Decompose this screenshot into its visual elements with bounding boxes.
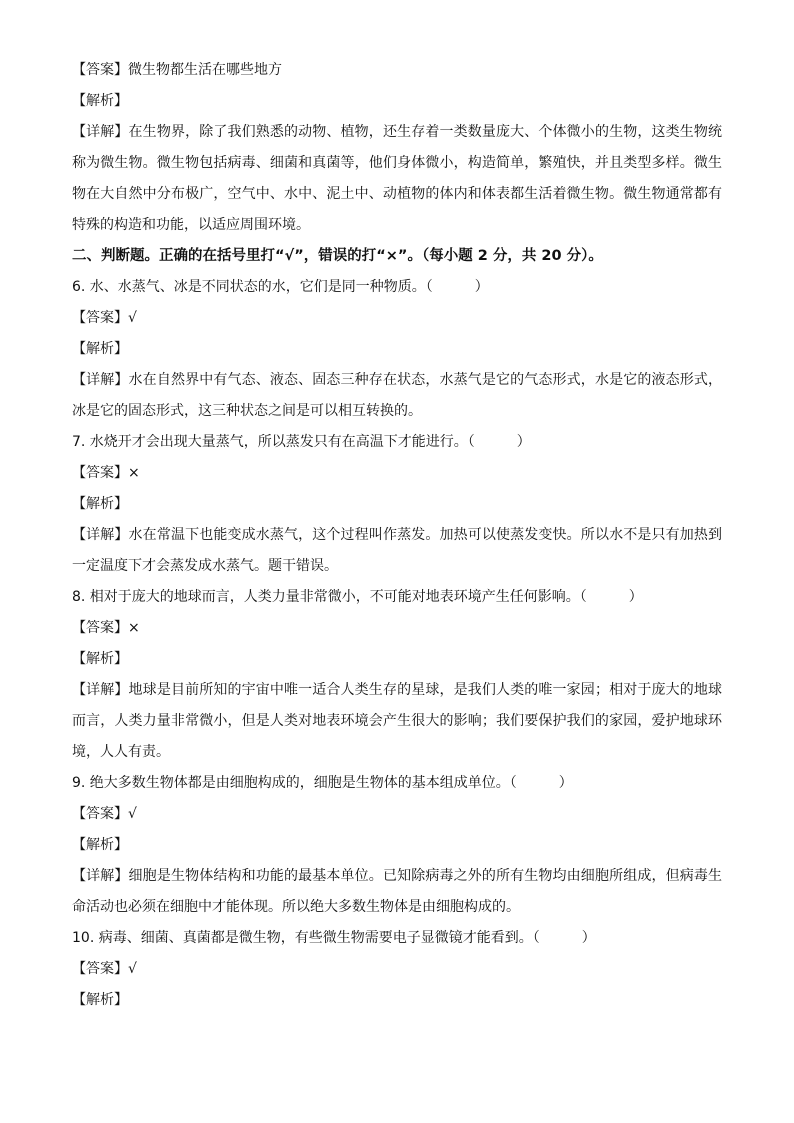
analysis-tag: 【解析】 bbox=[72, 651, 128, 667]
detail-text: 细胞是生物体结构和功能的最基本单位。已知除病毒之外的所有生物均由细胞所组成，但病毒生命活动也必须在细胞中才能体现。所以绝大多数生物体是由细胞构成的。 bbox=[72, 868, 723, 915]
detail-tag: 【详解】 bbox=[72, 124, 129, 140]
answer-line bbox=[72, 959, 722, 979]
question-6: 6. 水、水蒸气、冰是不同状态的水，它们是同一种物质。（ ） bbox=[72, 279, 489, 295]
answer-line bbox=[72, 463, 722, 483]
answer-line bbox=[72, 60, 722, 80]
detail-text: 在生物界，除了我们熟悉的动物、植物，还生存着一类数量庞大、个体微小的生物，这类生物统称为微生物。微生物包括病毒、细菌和真菌等，他们身体微小，构造简单，繁殖快，并且类型多样。微生物在大自然中分布极广，空气中、水中、泥土中、动植物的体内和体表都生活着微生物。微生物通常都有特殊的构造和功能，以适应周围环境。 bbox=[72, 124, 723, 233]
answer-text: √ bbox=[128, 310, 137, 326]
detail-paragraph bbox=[72, 675, 722, 768]
analysis-line bbox=[72, 649, 722, 669]
section-title: 二、判断题。正确的在括号里打“√”，错误的打“×”。（每小题 2 分，共 20 分）。 bbox=[72, 248, 603, 264]
answer-text: √ bbox=[128, 961, 137, 977]
analysis-line bbox=[72, 835, 722, 855]
answer-tag: 【答案】 bbox=[72, 310, 128, 326]
answer-line bbox=[72, 804, 722, 824]
analysis-line bbox=[72, 339, 722, 359]
answer-text: 微生物都生活在哪些地方 bbox=[128, 62, 282, 78]
detail-text: 地球是目前所知的宇宙中唯一适合人类生存的星球，是我们人类的唯一家园；相对于庞大的地球而言，人类力量非常微小，但是人类对地表环境会产生很大的影响；我们要保护我们的家园，爱护地球环境，人人有责。 bbox=[72, 682, 723, 760]
question-10: 10. 病毒、细菌、真菌都是微生物，有些微生物需要电子显微镜才能看到。（ ） bbox=[72, 930, 596, 946]
answer-tag: 【答案】 bbox=[72, 465, 128, 481]
detail-paragraph bbox=[72, 365, 722, 427]
detail-tag: 【详解】 bbox=[72, 868, 129, 884]
analysis-tag: 【解析】 bbox=[72, 93, 128, 109]
answer-tag: 【答案】 bbox=[72, 961, 128, 977]
answer-tag: 【答案】 bbox=[72, 620, 128, 636]
answer-tag: 【答案】 bbox=[72, 62, 128, 78]
analysis-tag: 【解析】 bbox=[72, 341, 128, 357]
analysis-tag: 【解析】 bbox=[72, 837, 128, 853]
detail-tag: 【详解】 bbox=[72, 527, 129, 543]
answer-text: × bbox=[128, 620, 140, 636]
analysis-line bbox=[72, 990, 722, 1010]
question-9: 9. 绝大多数生物体都是由细胞构成的，细胞是生物体的基本组成单位。（ ） bbox=[72, 775, 573, 791]
answer-tag: 【答案】 bbox=[72, 806, 128, 822]
question-8: 8. 相对于庞大的地球而言，人类力量非常微小，不可能对地表环境产生任何影响。（ ） bbox=[72, 589, 643, 605]
analysis-line bbox=[72, 91, 722, 111]
detail-text: 水在常温下也能变成水蒸气，这个过程叫作蒸发。加热可以使蒸发变快。所以水不是只有加热到一定温度下才会蒸发成水蒸气。题干错误。 bbox=[72, 527, 723, 574]
analysis-line bbox=[72, 494, 722, 514]
detail-paragraph bbox=[72, 520, 722, 582]
answer-line bbox=[72, 618, 722, 638]
detail-paragraph bbox=[72, 861, 722, 923]
detail-tag: 【详解】 bbox=[72, 682, 129, 698]
analysis-tag: 【解析】 bbox=[72, 496, 128, 512]
detail-paragraph bbox=[72, 117, 722, 241]
document-page bbox=[72, 60, 722, 1021]
detail-tag: 【详解】 bbox=[72, 372, 129, 388]
answer-line bbox=[72, 308, 722, 328]
answer-text: √ bbox=[128, 806, 137, 822]
answer-text: × bbox=[128, 465, 140, 481]
question-7: 7. 水烧开才会出现大量蒸气，所以蒸发只有在高温下才能进行。（ ） bbox=[72, 434, 531, 450]
detail-text: 水在自然界中有气态、液态、固态三种存在状态，水蒸气是它的气态形式，水是它的液态形式，冰是它的固态形式，这三种状态之间是可以相互转换的。 bbox=[72, 372, 723, 419]
analysis-tag: 【解析】 bbox=[72, 992, 128, 1008]
